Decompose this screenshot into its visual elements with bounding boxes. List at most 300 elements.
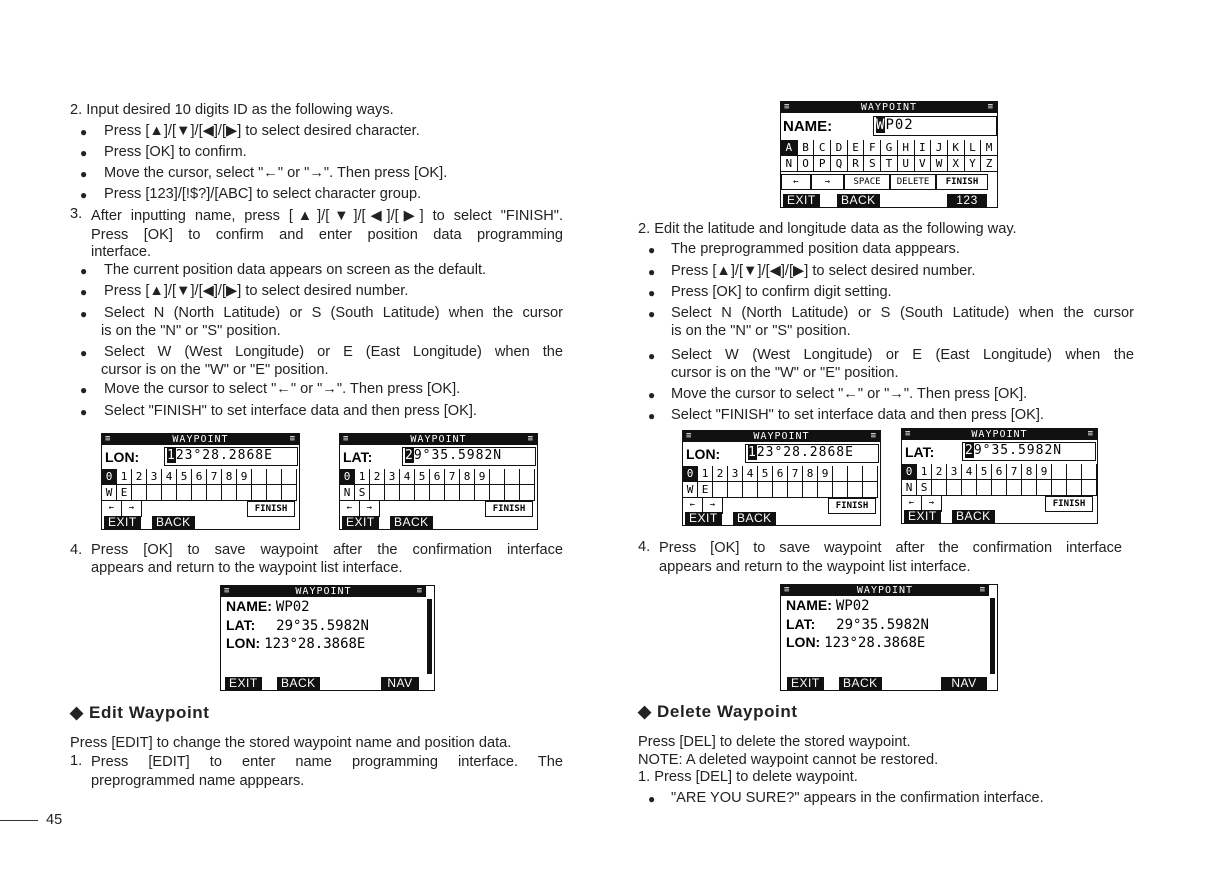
menu-icon: ≡	[1087, 429, 1094, 439]
lcd-cell: 2	[932, 464, 947, 480]
lcd-cell: 0	[902, 464, 917, 480]
bullet-text: Press [▲]/[▼]/[◀]/[▶] to select desired number.	[671, 263, 976, 279]
arrow-right-key: →	[811, 174, 844, 190]
scrollbar	[990, 598, 995, 674]
lcd-cell: V	[915, 156, 932, 172]
alpha-row-1	[781, 140, 998, 156]
name-field	[873, 116, 997, 136]
lon-value: 23°28.2868E	[756, 445, 854, 460]
bullet-text: Select N (North Latitude) or S (South Latitude) when the cursor	[104, 305, 563, 321]
name-cursor: W	[876, 117, 886, 133]
lcd-title: WAYPOINT	[295, 586, 352, 597]
lcd-cell	[758, 482, 773, 498]
lcd-cell: O	[798, 156, 815, 172]
lcd-cell	[947, 480, 962, 496]
lcd-cell: 5	[977, 464, 992, 480]
lcd-cell: H	[898, 140, 915, 156]
edit-heading-text: Edit Waypoint	[89, 703, 210, 722]
bullet-icon: ●	[80, 405, 88, 419]
bullet-icon: ●	[80, 307, 88, 321]
back-softkey: BACK	[837, 194, 880, 207]
lcd-cell: X	[948, 156, 965, 172]
lcd-cell	[475, 485, 490, 501]
lcd-cell: M	[981, 140, 998, 156]
arrow-left-key: ←	[340, 501, 360, 517]
bullet-text: Select "FINISH" to set interface data and then press [OK].	[104, 403, 477, 419]
bullet-text: The preprogrammed position data apppears.	[671, 241, 960, 257]
lat-value: 9°35.5982N	[413, 448, 503, 463]
lcd-cell: A	[781, 140, 798, 156]
lcd-cell	[788, 482, 803, 498]
lcd-cell: K	[948, 140, 965, 156]
exit-softkey: EXIT	[104, 516, 141, 529]
edit-step1-line1: Press [EDIT] to enter name programming interface. The	[91, 754, 563, 770]
menu-icon: ≡	[686, 431, 693, 441]
bullet-text: is on the "N" or "S" position.	[671, 323, 851, 339]
lcd-cell: 3	[385, 469, 400, 485]
lcd-cell: R	[848, 156, 865, 172]
lcd-cell	[132, 485, 147, 501]
lcd-name-edit	[780, 101, 998, 208]
lcd-cell	[992, 480, 1007, 496]
lcd-cell: N	[902, 480, 917, 496]
lcd-title: WAYPOINT	[410, 434, 467, 445]
lcd-cell: Q	[831, 156, 848, 172]
lat-value: 9°35.5982N	[973, 443, 1063, 458]
lcd-cell	[1067, 464, 1082, 480]
lcd-cell: 2	[370, 469, 385, 485]
arrow-right-key: →	[922, 496, 942, 512]
edit-step1-line2: preprogrammed name apppears.	[91, 773, 305, 789]
lcd-cell	[490, 485, 505, 501]
lcd-title: WAYPOINT	[856, 585, 914, 596]
lcd-cell: 5	[415, 469, 430, 485]
lcd-cell	[460, 485, 475, 501]
lon-label: LON:	[686, 446, 721, 462]
we-row	[683, 482, 878, 498]
lcd-cell: Y	[965, 156, 982, 172]
bullet-icon: ●	[80, 188, 88, 202]
menu-icon: ≡	[289, 434, 296, 444]
left-step3-number: 3.	[70, 206, 83, 222]
space-key: SPACE	[844, 174, 890, 190]
lcd-summary-left	[220, 585, 435, 691]
menu-icon: ≡	[224, 586, 231, 596]
lcd-lon-edit-left	[101, 433, 300, 530]
lcd-cell: 4	[400, 469, 415, 485]
lcd-cell: T	[881, 156, 898, 172]
lcd-cell	[192, 485, 207, 501]
summary-lat: 29°35.5982N	[836, 617, 929, 633]
bullet-text: Press [OK] to confirm digit setting.	[671, 284, 892, 300]
bullet-text: Move the cursor, select "←" or "→". Then press [OK].	[104, 165, 448, 181]
exit-softkey: EXIT	[787, 677, 824, 690]
lcd-cell: 7	[445, 469, 460, 485]
arrow-left-key: ←	[902, 496, 922, 512]
lcd-cell: B	[798, 140, 815, 156]
lcd-cell: 3	[728, 466, 743, 482]
back-softkey: BACK	[277, 677, 320, 690]
lcd-cell	[848, 466, 863, 482]
bullet-icon: ●	[648, 792, 656, 806]
digit-row	[340, 469, 535, 485]
lcd-cell	[1037, 480, 1052, 496]
bullet-icon: ●	[648, 388, 656, 402]
lcd-cell	[773, 482, 788, 498]
lat-field	[402, 447, 536, 466]
lcd-cell: E	[698, 482, 713, 498]
lcd-cell: 2	[713, 466, 728, 482]
lcd-cell	[1052, 464, 1067, 480]
lcd-title: WAYPOINT	[753, 431, 810, 442]
lon-cursor: 1	[167, 448, 176, 463]
lcd-cell	[267, 485, 282, 501]
page-rule	[0, 820, 38, 821]
ns-row	[340, 485, 535, 501]
lcd-lat-edit-left	[339, 433, 538, 530]
edit-intro: Press [EDIT] to change the stored waypoint name and position data.	[70, 735, 512, 751]
alpha-keys	[781, 174, 988, 190]
lcd-cell	[1052, 480, 1067, 496]
digit-row	[683, 466, 878, 482]
lcd-cell: 0	[683, 466, 698, 482]
bullet-text: cursor is on the "W" or "E" position.	[101, 362, 329, 378]
lcd-cell	[833, 482, 848, 498]
menu-icon: ≡	[343, 434, 350, 444]
menu-icon: ≡	[527, 434, 534, 444]
edit-step1-number: 1.	[70, 753, 83, 769]
digit-row	[102, 469, 297, 485]
ns-row	[902, 480, 1097, 496]
menu-icon: ≡	[870, 431, 877, 441]
lcd-cell: S	[355, 485, 370, 501]
lcd-cell	[1022, 480, 1037, 496]
right-step2-text: 2. Edit the latitude and longitude data as the following way.	[638, 221, 1017, 237]
lcd-cell	[445, 485, 460, 501]
menu-icon: ≡	[987, 102, 994, 112]
summary-name: WP02	[275, 599, 310, 615]
lcd-cell: 9	[237, 469, 252, 485]
lon-value: 23°28.2868E	[175, 448, 273, 463]
summary-lon: 123°28.3868E	[824, 635, 926, 651]
summary-lat: 29°35.5982N	[276, 618, 369, 634]
lcd-cell	[177, 485, 192, 501]
bullet-text: Press [123]/[!$?]/[ABC] to select character group.	[104, 186, 422, 202]
left-step4-line2: appears and return to the waypoint list interface.	[91, 560, 403, 576]
finish-key: FINISH	[828, 498, 876, 514]
exit-softkey: EXIT	[685, 512, 722, 525]
bullet-text: cursor is on the "W" or "E" position.	[671, 365, 899, 381]
lcd-cell: 9	[1037, 464, 1052, 480]
lcd-cell: U	[898, 156, 915, 172]
lcd-cell: 6	[192, 469, 207, 485]
lcd-cell	[520, 469, 535, 485]
lon-label: LON:	[226, 635, 261, 651]
bullet-icon: ●	[80, 383, 88, 397]
name-label: NAME:	[783, 118, 833, 135]
lcd-cell: 6	[773, 466, 788, 482]
lcd-cell: 8	[803, 466, 818, 482]
arrow-right-key: →	[360, 501, 380, 517]
lcd-cell: 3	[947, 464, 962, 480]
lcd-cell: 4	[743, 466, 758, 482]
lcd-cell: E	[117, 485, 132, 501]
lcd-cell: 3	[147, 469, 162, 485]
arrow-right-key: →	[122, 501, 142, 517]
bullet-icon: ●	[80, 167, 88, 181]
lcd-cell: S	[917, 480, 932, 496]
lcd-cell: Z	[981, 156, 998, 172]
lcd-cell: 7	[207, 469, 222, 485]
lon-cursor: 1	[748, 445, 757, 460]
summary-lon-line	[786, 634, 925, 651]
diamond-icon: ◆	[70, 703, 84, 722]
left-step3-line2: Press [OK] to confirm and enter position data programming	[91, 227, 563, 243]
lcd-cell: P	[814, 156, 831, 172]
lcd-cell: 7	[788, 466, 803, 482]
scrollbar	[427, 599, 432, 674]
n123-softkey: 123	[947, 194, 987, 207]
menu-icon: ≡	[905, 429, 912, 439]
lcd-cell: C	[814, 140, 831, 156]
left-step4-number: 4.	[70, 542, 83, 558]
arrow-right-key: →	[703, 498, 723, 514]
lcd-cell	[252, 469, 267, 485]
name-label: NAME:	[226, 598, 272, 614]
left-step3-line1: After inputting name, press [▲]/[▼]/[◀]/[▶] to select "FINISH".	[91, 208, 563, 224]
delete-waypoint-heading	[638, 702, 798, 722]
lcd-cell: 4	[962, 464, 977, 480]
lcd-cell	[505, 485, 520, 501]
lcd-cell: 8	[460, 469, 475, 485]
right-step4-number: 4.	[638, 539, 651, 555]
lcd-lat-edit-right	[901, 428, 1098, 524]
lcd-cell	[1082, 480, 1097, 496]
name-value: P02	[885, 117, 914, 133]
lcd-title: WAYPOINT	[172, 434, 229, 445]
bullet-text: Press [▲]/[▼]/[◀]/[▶] to select desired number.	[104, 283, 409, 299]
finish-key: FINISH	[936, 174, 988, 190]
menu-icon: ≡	[784, 585, 791, 595]
nav-softkey: NAV	[381, 677, 419, 690]
alpha-row-2	[781, 156, 998, 172]
exit-softkey: EXIT	[225, 677, 262, 690]
lcd-cell: 4	[162, 469, 177, 485]
bullet-icon: ●	[648, 307, 656, 321]
lcd-cell	[147, 485, 162, 501]
lcd-cell	[237, 485, 252, 501]
lcd-cell	[282, 485, 297, 501]
back-softkey: BACK	[839, 677, 882, 690]
lcd-cell	[743, 482, 758, 498]
bullet-icon: ●	[648, 286, 656, 300]
summary-name-line	[786, 597, 870, 614]
bullet-text: Select N (North Latitude) or S (South Latitude) when the cursor	[671, 305, 1134, 321]
page-number: 45	[46, 812, 63, 828]
lcd-cell	[962, 480, 977, 496]
lcd-cell: 7	[1007, 464, 1022, 480]
diamond-icon: ◆	[638, 702, 652, 721]
lcd-cell: G	[881, 140, 898, 156]
lcd-cell: F	[864, 140, 881, 156]
lcd-cell	[728, 482, 743, 498]
lcd-cell	[977, 480, 992, 496]
lcd-cell	[430, 485, 445, 501]
lcd-cell	[490, 469, 505, 485]
lcd-cell	[415, 485, 430, 501]
we-row	[102, 485, 297, 501]
lcd-cell: S	[864, 156, 881, 172]
lcd-cell	[400, 485, 415, 501]
bullet-text: The current position data appears on screen as the default.	[104, 262, 487, 278]
delete-note: NOTE: A deleted waypoint cannot be restored.	[638, 752, 939, 768]
lcd-cell: 6	[992, 464, 1007, 480]
lcd-cell: 2	[132, 469, 147, 485]
lat-cursor: 2	[965, 443, 974, 458]
lcd-cell: 9	[475, 469, 490, 485]
lon-field	[745, 444, 879, 463]
lcd-cell: 5	[177, 469, 192, 485]
lcd-cell	[1007, 480, 1022, 496]
lcd-lon-edit-right	[682, 430, 881, 526]
lcd-title: WAYPOINT	[860, 102, 918, 113]
summary-lon: 123°28.3868E	[264, 636, 366, 652]
delete-step1: 1. Press [DEL] to delete waypoint.	[638, 769, 858, 785]
lon-label: LON:	[105, 449, 140, 465]
lcd-cell: D	[831, 140, 848, 156]
back-softkey: BACK	[733, 512, 776, 525]
summary-name-line	[226, 598, 310, 615]
lat-field	[962, 442, 1096, 461]
name-label: NAME:	[786, 597, 832, 613]
lat-label: LAT:	[905, 444, 935, 460]
lcd-cell	[803, 482, 818, 498]
lcd-cell	[252, 485, 267, 501]
bullet-text: Select W (West Longitude) or E (East Longitude) when the	[671, 347, 1134, 363]
lcd-cell	[282, 469, 297, 485]
lcd-cell: 0	[102, 469, 117, 485]
edit-waypoint-heading	[70, 703, 210, 723]
menu-icon: ≡	[784, 102, 791, 112]
bullet-icon: ●	[80, 264, 88, 278]
left-step3-line3: interface.	[91, 244, 152, 260]
lcd-cell	[505, 469, 520, 485]
lcd-cell: 1	[117, 469, 132, 485]
lcd-cell	[863, 482, 878, 498]
finish-key: FINISH	[485, 501, 533, 517]
bullet-icon: ●	[648, 265, 656, 279]
lcd-cell	[385, 485, 400, 501]
menu-icon: ≡	[105, 434, 112, 444]
bullet-icon: ●	[648, 409, 656, 423]
bullet-icon: ●	[648, 349, 656, 363]
exit-softkey: EXIT	[342, 516, 379, 529]
delete-key: DELETE	[890, 174, 936, 190]
lcd-cell	[370, 485, 385, 501]
lon-label: LON:	[786, 634, 821, 650]
lat-label: LAT:	[226, 617, 256, 633]
lcd-cell	[222, 485, 237, 501]
lcd-cell: N	[340, 485, 355, 501]
lcd-cell: E	[848, 140, 865, 156]
right-step4-line1: Press [OK] to save waypoint after the confirmation interface	[659, 540, 1122, 556]
lcd-cell	[1067, 480, 1082, 496]
bullet-text: Move the cursor to select "←" or "→". Then press [OK].	[671, 386, 1028, 402]
lcd-title: WAYPOINT	[971, 429, 1028, 440]
nav-softkey: NAV	[941, 677, 987, 690]
lon-field	[164, 447, 298, 466]
bullet-text: Select "FINISH" to set interface data and then press [OK].	[671, 407, 1044, 423]
back-softkey: BACK	[390, 516, 433, 529]
summary-name: WP02	[835, 598, 870, 614]
lcd-cell: 0	[340, 469, 355, 485]
bullet-text: is on the "N" or "S" position.	[101, 323, 281, 339]
back-softkey: BACK	[952, 510, 995, 523]
lcd-cell	[713, 482, 728, 498]
lcd-cell: W	[931, 156, 948, 172]
lcd-cell: 8	[222, 469, 237, 485]
lcd-cell: 1	[355, 469, 370, 485]
lcd-cell: I	[915, 140, 932, 156]
bullet-icon: ●	[648, 243, 656, 257]
lat-label: LAT:	[343, 449, 373, 465]
bullet-text: Select W (West Longitude) or E (East Longitude) when the	[104, 344, 563, 360]
digit-row	[902, 464, 1097, 480]
menu-icon: ≡	[416, 586, 423, 596]
delete-heading-text: Delete Waypoint	[657, 702, 798, 721]
lcd-cell: 1	[698, 466, 713, 482]
bullet-icon: ●	[80, 346, 88, 360]
arrow-left-key: ←	[683, 498, 703, 514]
summary-lat-line	[786, 616, 929, 633]
exit-softkey: EXIT	[783, 194, 820, 207]
bullet-icon: ●	[80, 125, 88, 139]
lcd-cell: 8	[1022, 464, 1037, 480]
bullet-icon: ●	[80, 285, 88, 299]
summary-lon-line	[226, 635, 365, 652]
lcd-cell	[520, 485, 535, 501]
lcd-cell: W	[102, 485, 117, 501]
lcd-cell	[267, 469, 282, 485]
right-step4-line2: appears and return to the waypoint list interface.	[659, 559, 971, 575]
back-softkey: BACK	[152, 516, 195, 529]
lcd-cell	[162, 485, 177, 501]
lcd-cell	[932, 480, 947, 496]
left-step2-text: 2. Input desired 10 digits ID as the following ways.	[70, 102, 394, 118]
lcd-cell: N	[781, 156, 798, 172]
lcd-cell	[863, 466, 878, 482]
lcd-cell	[818, 482, 833, 498]
lcd-cell: L	[965, 140, 982, 156]
lcd-cell: 5	[758, 466, 773, 482]
menu-icon: ≡	[979, 585, 986, 595]
bullet-text: Press [▲]/[▼]/[◀]/[▶] to select desired character.	[104, 123, 420, 139]
finish-key: FINISH	[1045, 496, 1093, 512]
summary-lat-line	[226, 617, 369, 634]
bullet-text: Move the cursor to select "←" or "→". Then press [OK].	[104, 381, 461, 397]
delete-bullet: "ARE YOU SURE?" appears in the confirmation interface.	[671, 790, 1044, 806]
lcd-cell	[848, 482, 863, 498]
exit-softkey: EXIT	[904, 510, 941, 523]
delete-line-1: Press [DEL] to delete the stored waypoint.	[638, 734, 911, 750]
lcd-cell	[207, 485, 222, 501]
lat-label: LAT:	[786, 616, 816, 632]
lcd-cell	[833, 466, 848, 482]
bullet-icon: ●	[80, 146, 88, 160]
bullet-text: Press [OK] to confirm.	[104, 144, 247, 160]
lcd-cell: 6	[430, 469, 445, 485]
lat-cursor: 2	[405, 448, 414, 463]
